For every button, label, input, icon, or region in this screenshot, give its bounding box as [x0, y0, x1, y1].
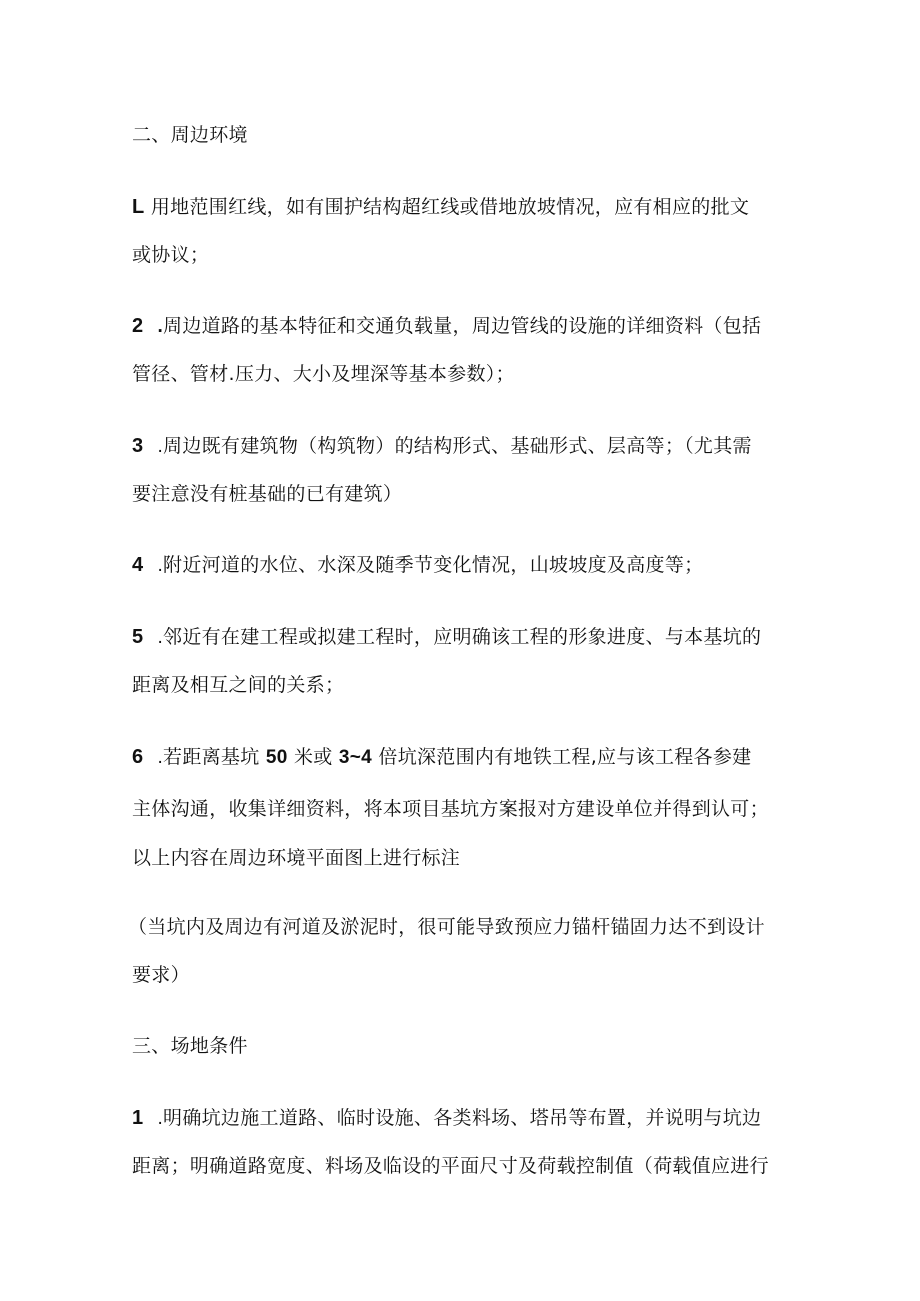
- site-item-1-line-2: 距离；明确道路宽度、料场及临设的平面尺寸及荷载控制值（荷载值应进行: [132, 1155, 769, 1177]
- env-item-6-sep: .: [157, 747, 164, 768]
- env-item-6-line-2: 主体沟通，收集详细资料，将本项目基坑方案报对方建设单位并得到认可；: [132, 798, 769, 820]
- env-item-4-marker: 4: [132, 554, 144, 576]
- site-item-1-marker: 1: [132, 1107, 144, 1129]
- env-item-5-sep: .: [157, 627, 164, 648]
- env-note-line-1: （当坑内及周边有河道及淤泥时，很可能导致预应力锚杆锚固力达不到设计: [128, 916, 765, 938]
- env-item-1-line-1: L 用地范围红线，如有围护结构超红线或借地放坡情况，应有相应的批文: [132, 196, 750, 218]
- env-item-6-marker: 6: [132, 746, 144, 768]
- env-item-6-distance: 50: [265, 747, 288, 768]
- env-item-3-marker: 3: [132, 435, 144, 457]
- env-item-4-line-1: 4 .附近河道的水位、水深及随季节变化情况，山坡坡度及高度等；: [132, 554, 704, 576]
- env-item-1-marker: L: [132, 196, 145, 218]
- env-item-5-marker: 5: [132, 626, 144, 648]
- env-item-2-marker: 2: [132, 315, 144, 337]
- env-item-6-line-3: 以上内容在周边环境平面图上进行标注: [132, 847, 461, 869]
- env-item-3-line-1: 3 .周边既有建筑物（构筑物）的结构形式、基础形式、层高等；（尤其需: [132, 435, 752, 457]
- site-item-1-sep: .: [157, 1108, 164, 1129]
- env-item-2-line-2: 管径、管材.压力、大小及埋深等基本参数）；: [132, 363, 515, 385]
- env-item-3-line-2: 要注意没有桩基础的已有建筑）: [132, 483, 403, 505]
- env-item-6-multiple: 3~4: [338, 747, 373, 768]
- site-item-1-line-1: 1 .明确坑边施工道路、临时设施、各类料场、塔吊等布置，并说明与坑边: [132, 1107, 762, 1129]
- env-item-2-sep: .: [157, 316, 164, 337]
- env-item-5-line-1: 5 .邻近有在建工程或拟建工程时，应明确该工程的形象进度、与本基坑的: [132, 626, 762, 648]
- env-note-line-2: 要求）: [132, 964, 190, 986]
- env-item-1-line-2: 或协议；: [132, 244, 210, 266]
- env-item-6-line-1: 6 .若距离基坑 50 米或 3~4 倍坑深范围内有地铁工程,应与该工程各参建: [132, 746, 752, 768]
- env-item-2-line-1: 2 .周边道路的基本特征和交通负载量，周边管线的设施的详细资料（包括: [132, 315, 762, 337]
- section-heading-environment: 二、周边环境: [132, 124, 248, 146]
- env-item-3-sep: .: [157, 436, 164, 457]
- env-item-4-sep: .: [157, 555, 164, 576]
- env-item-5-line-2: 距离及相互之间的关系；: [132, 674, 345, 696]
- section-heading-site: 三、场地条件: [132, 1035, 248, 1057]
